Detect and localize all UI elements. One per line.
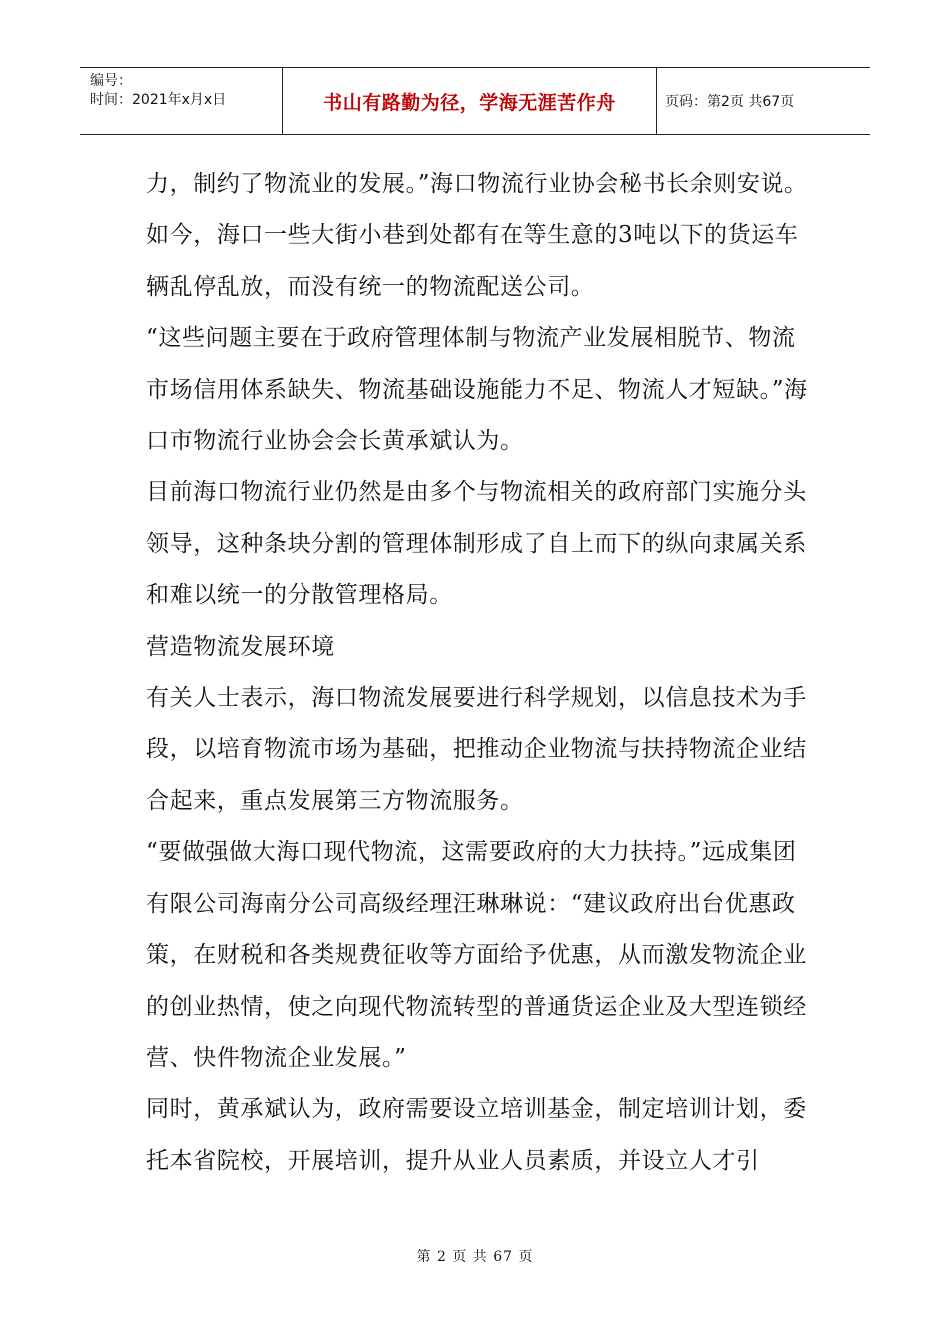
header-meta-cell: [80, 68, 283, 134]
paragraph: 目前海口物流行业仍然是由多个与物流相关的政府部门实施分头领导，这种条块分割的管理体制形成了自上而下的纵向隶属关系和难以统一的分散管理格局。: [146, 479, 807, 609]
motto-cell: [283, 68, 657, 134]
page-footer: [0, 1246, 950, 1266]
motto-text: 书山有路勤为径，学海无涯苦作舟: [323, 91, 616, 114]
page-info-cell: [657, 68, 870, 134]
paragraph: 力，制约了物流业的发展。”海口物流行业协会秘书长余则安说。: [146, 171, 808, 197]
serial-number-label: 编号：: [90, 73, 132, 89]
section-heading: 营造物流发展环境: [146, 633, 335, 660]
page-header: [80, 67, 870, 135]
paragraph: “要做强做大海口现代物流，这需要政府的大力扶持。”远成集团有限公司海南分公司高级经理汪琳琳说：“建议政府出台优惠政策，在财税和各类规费征收等方面给予优惠，从而激发物流企业的创业热情，使之向现代物流转型的普通货运企业及大型连锁经营、快件物流企业发展。”: [146, 839, 807, 1071]
paragraph: 如今，海口一些大街小巷到处都有在等生意的3吨以下的货运车辆乱停乱放，而没有统一的物流配送公司。: [146, 222, 799, 300]
date-label: 时间：2021年x月x日: [90, 92, 227, 108]
footer-page-number: 第 2 页 共 67 页: [416, 1249, 534, 1265]
paragraph: 有关人士表示，海口物流发展要进行科学规划，以信息技术为手段，以培育物流市场为基础，把推动企业物流与扶持物流企业结合起来，重点发展第三方物流服务。: [146, 685, 807, 814]
paragraph: 同时，黄承斌认为，政府需要设立培训基金，制定培训计划，委托本省院校，开展培训，提升从业人员素质，并设立人才引: [146, 1096, 807, 1174]
document-body: [146, 159, 816, 1187]
paragraph: “这些问题主要在于政府管理体制与物流产业发展相脱节、物流市场信用体系缺失、物流基础设施能力不足、物流人才短缺。”海口市物流行业协会会长黄承斌认为。: [146, 325, 808, 455]
page-info-text: 页码：第2页 共67页: [665, 94, 795, 110]
